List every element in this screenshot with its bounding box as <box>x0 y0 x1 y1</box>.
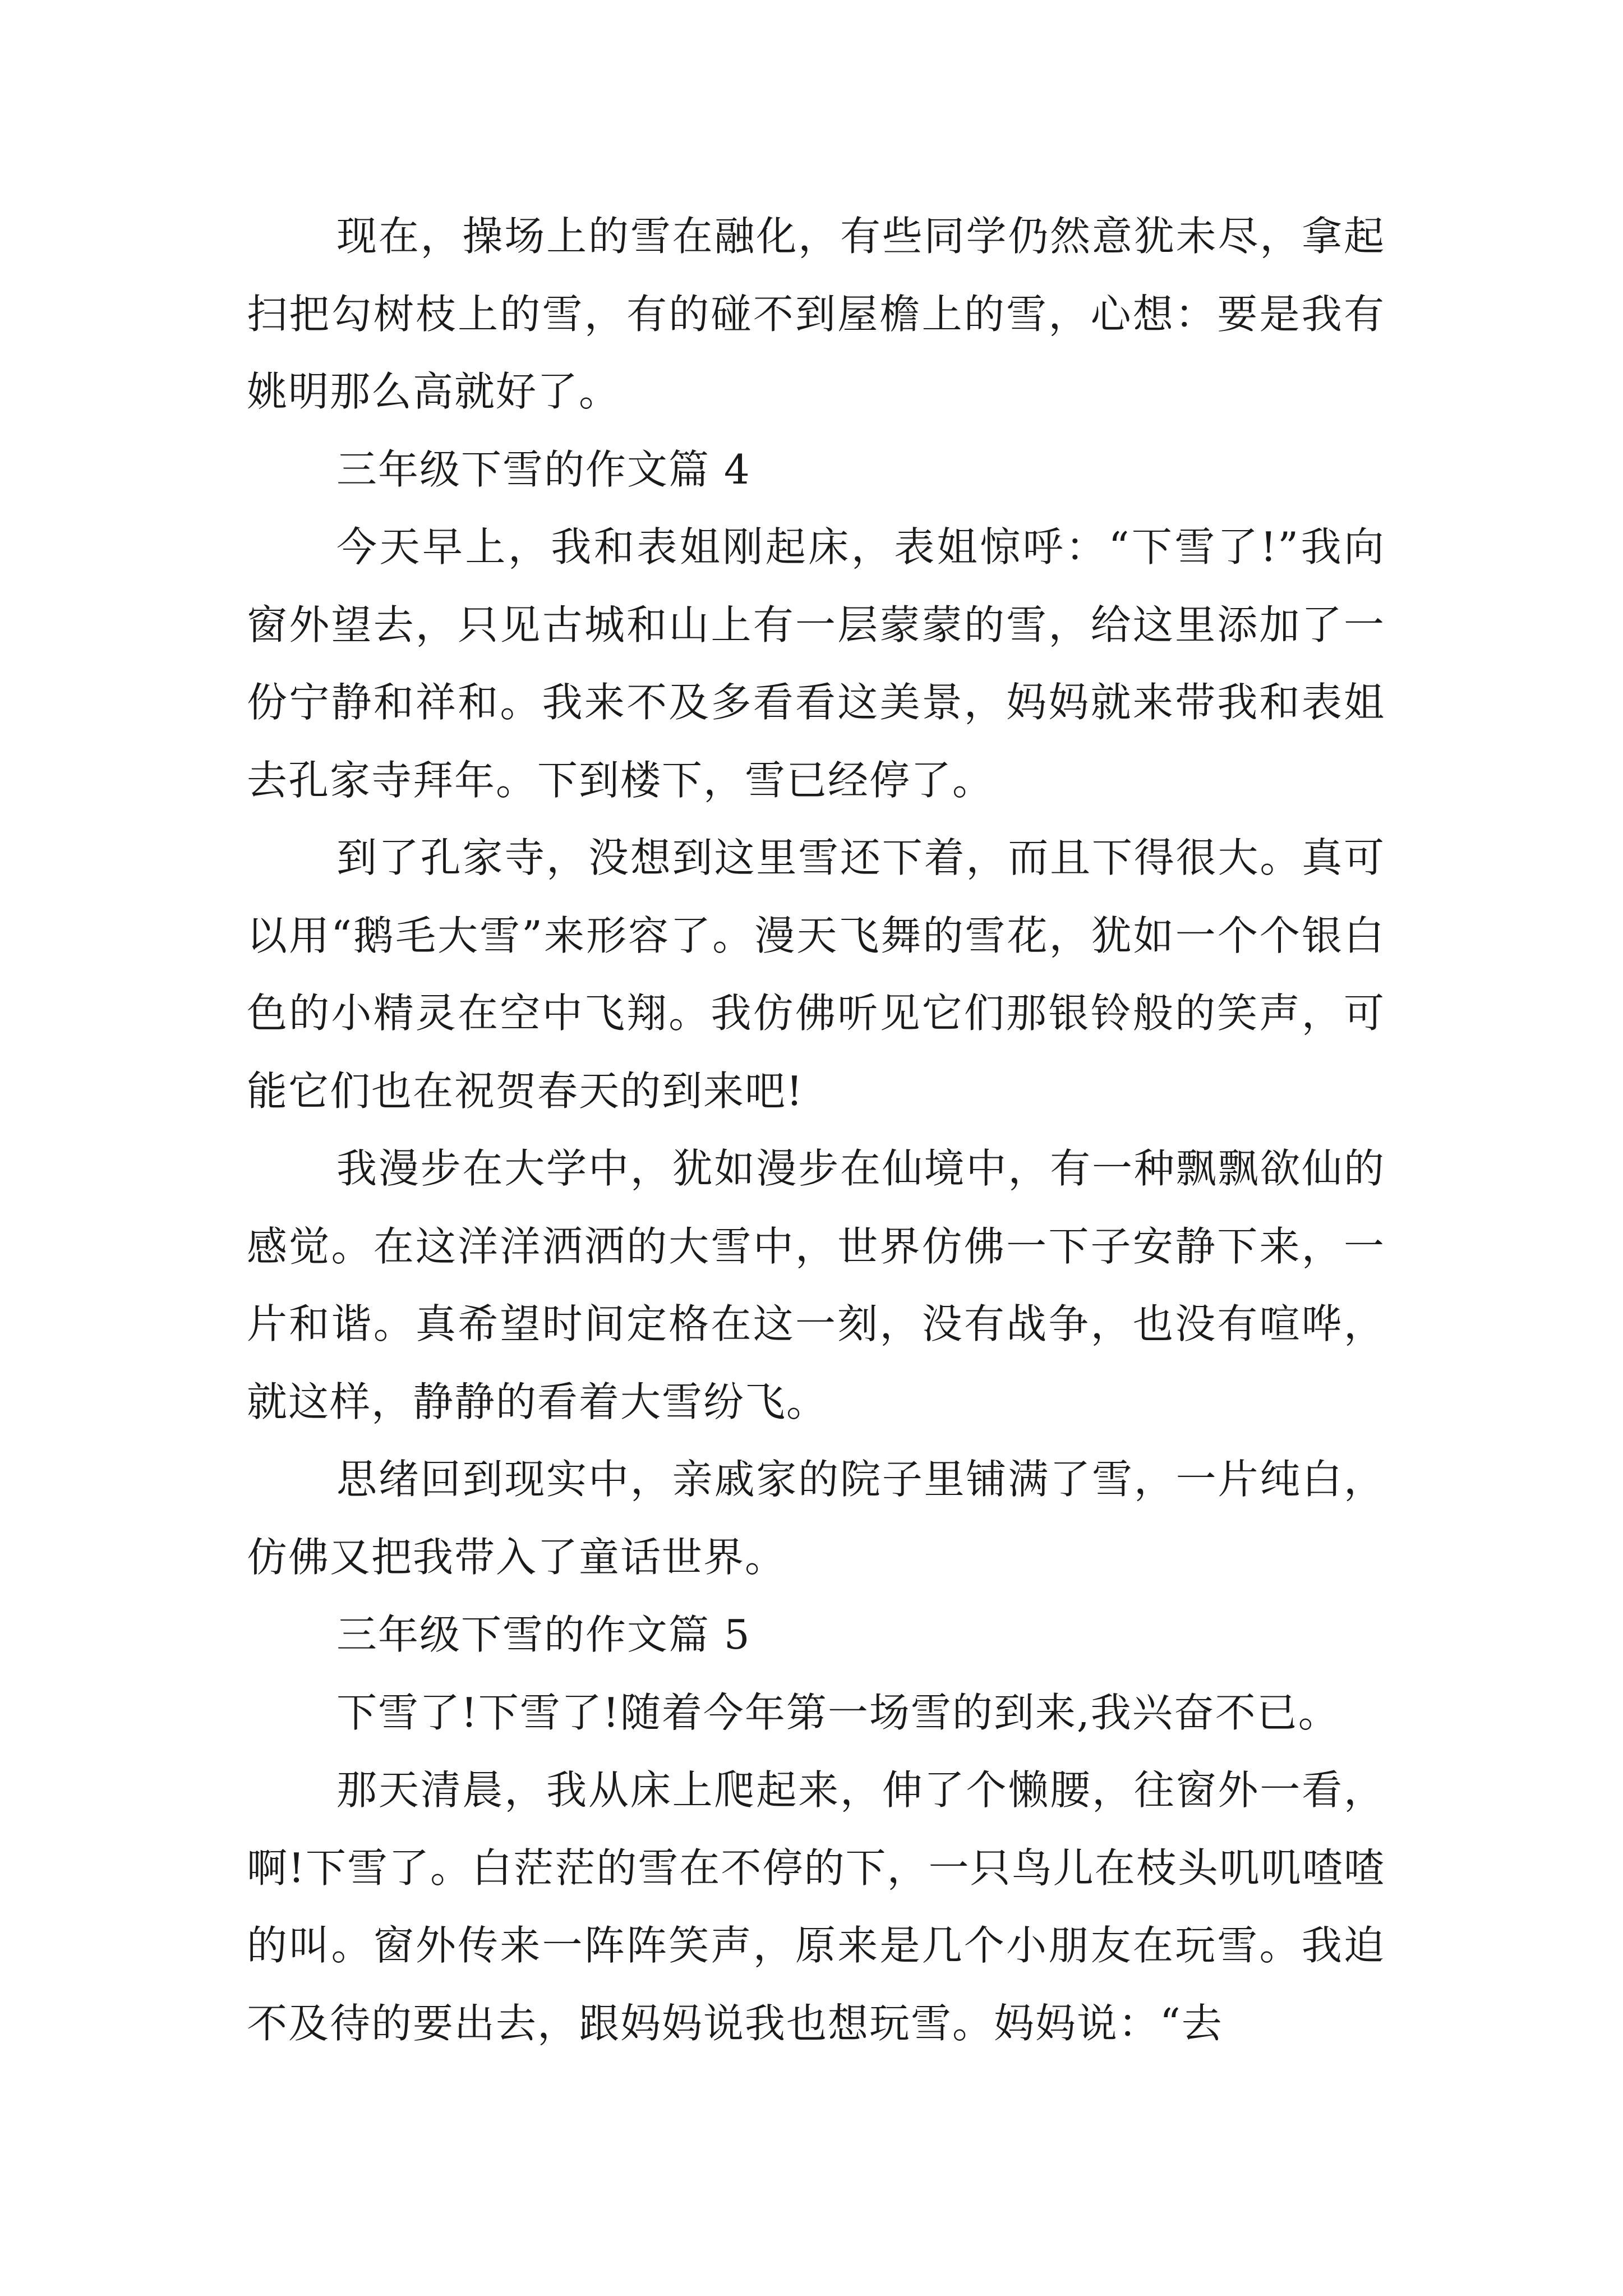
paragraph-2: 今天早上，我和表姐刚起床，表姐惊呼：“下雪了!”我向窗外望去，只见古城和山上有一层蒙蒙的雪，给这里添加了一份宁静和祥和。我来不及多看看这美景，妈妈就来带我和表姐去孔家寺拜年。下到楼下，雪已经停了。 <box>247 523 1385 804</box>
paragraph-6: 下雪了!下雪了!随着今年第一场雪的到来,我兴奋不已。 <box>336 1688 1340 1736</box>
paragraph-1: 现在，操场上的雪在融化，有些同学仍然意犹未尽，拿起扫把勾树枝上的雪，有的碰不到屋檐上的雪，心想：要是我有姚明那么高就好了。 <box>247 213 1385 415</box>
section-heading-4: 三年级下雪的作文篇 4 <box>336 445 751 493</box>
paragraph-7: 那天清晨，我从床上爬起来，伸了个懒腰，往窗外一看，啊!下雪了。白茫茫的雪在不停的下，一只鸟儿在枝头叽叽喳喳的叫。窗外传来一阵阵笑声，原来是几个小朋友在玩雪。我迫不及待的要出去，跟妈妈说我也想玩雪。妈妈说：“去 <box>247 1766 1385 2047</box>
document-body <box>247 197 1385 2062</box>
paragraph-5: 思绪回到现实中，亲戚家的院子里铺满了雪，一片纯白，仿佛又把我带入了童话世界。 <box>247 1456 1385 1581</box>
section-heading-5: 三年级下雪的作文篇 5 <box>336 1611 751 1658</box>
paragraph-3: 到了孔家寺，没想到这里雪还下着，而且下得很大。真可以用“鹅毛大雪”来形容了。漫天飞舞的雪花，犹如一个个银白色的小精灵在空中飞翔。我仿佛听见它们那银铃般的笑声，可能它们也在祝贺春天的到来吧! <box>247 834 1385 1115</box>
paragraph-4: 我漫步在大学中，犹如漫步在仙境中，有一种飘飘欲仙的感觉。在这洋洋洒洒的大雪中，世界仿佛一下子安静下来，一片和谐。真希望时间定格在这一刻，没有战争，也没有喧哗，就这样，静静的看着大雪纷飞。 <box>247 1145 1385 1425</box>
